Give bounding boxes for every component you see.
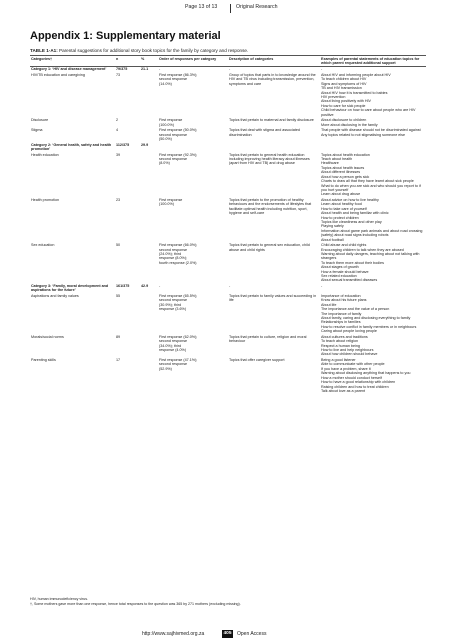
cell-category: Disclosure [31, 118, 49, 123]
cell-examples: About cultures and traditions To teach about religion Respect a human being How to live and help neighbours About how children should behave [321, 334, 378, 357]
cell-description: - [229, 284, 231, 288]
cell-description: Topics that pertain to maternal and family disclosure [229, 118, 314, 123]
cell-category: Category 3: ‘Family, moral development and aspirations for the future’ [31, 284, 109, 293]
cell-order: First response (100.0%) [159, 197, 183, 207]
appendix-title: Appendix 1: Supplementary material [30, 30, 221, 42]
cell-n: 112/375 [116, 142, 130, 147]
cell-percent [140, 118, 158, 128]
page-footer [0, 630, 453, 640]
table-row [30, 293, 426, 334]
cell-order: First response (100.0%) [159, 118, 183, 127]
table-row [30, 152, 426, 197]
cell-examples: Being a good listener Able to communicate with other people If you have a problem, share it Warning about disclosing anything that happens to you How a mother should conduct herself How to have a good relationship with children Raising children and how to treat children Talk about love as a parent [321, 358, 411, 393]
col-header-order: Order of responses per category [158, 56, 228, 67]
cell-category: HIV/TB education and caregiving [31, 73, 85, 77]
cell-category: Aspirations and family values [31, 294, 79, 298]
cell-n: 2 [116, 118, 119, 123]
cell-order: - [159, 67, 161, 72]
cell-percent [140, 334, 158, 357]
cell-order: First response (65.5%); second response (30.9%); third response (3.6%) [159, 294, 198, 312]
cell-order: First response (47.1%); second response (52.9%) [159, 358, 198, 371]
suggestions-table [30, 55, 426, 394]
article-type-label: Original Research [236, 4, 278, 10]
cell-n: 50 [116, 243, 121, 248]
cell-percent [140, 357, 158, 393]
cell-category: Category 2: ‘General health, safety and health promotion’ [31, 142, 112, 152]
cell-percent: 21.1 [141, 67, 149, 72]
cell-examples: About disclosure to children More about disclosing in the family [321, 118, 378, 127]
table-caption [30, 48, 248, 53]
cell-description: Topics that pertain to culture, religion and moral behaviour [229, 334, 307, 344]
cell-examples: Topics about health education Teach about health Healthcare Topics about health issues About different illnesses About how a person gets sick Charts to draw all that they have learnt about sick people What to do when you are sick and who should you report to if you hurt yourself Learn about drug abuse [321, 152, 421, 197]
cell-n: 4 [116, 128, 119, 133]
cell-percent [140, 293, 158, 334]
cell-percent [140, 128, 158, 142]
table-row [30, 357, 426, 393]
cell-examples: - [321, 284, 323, 288]
col-header-description: Description of categories [228, 56, 320, 67]
table-section-row [30, 142, 426, 152]
cell-description: Topics that pertain to family values and succeeding in life [229, 294, 317, 303]
footer-page-number: 405 [223, 631, 232, 636]
cell-examples: Importance of education Know about his future plans About life The importance and the value of a person The importance of family About family, caring and disclosing everything to family Relationships in families How to resolve conflict in family members or in neighbours Caring about people loving people [321, 294, 417, 334]
table-body [30, 66, 426, 394]
cell-category: Category 1: ‘HIV and disease management’ [31, 67, 107, 72]
col-header-examples: Examples of parental statements of education topics for which parent requested additional support [320, 56, 426, 67]
table-caption-text: Parental suggestions for additional story book topics for the family by category and response. [57, 48, 249, 53]
table-footnotes [30, 597, 241, 607]
col-header-percent: % [140, 56, 158, 67]
cell-category: Stigma [31, 128, 43, 133]
table-row [30, 72, 426, 117]
open-access-label: Open Access [237, 631, 267, 637]
cell-category: Morals/social norms [31, 334, 64, 339]
cell-examples: - [321, 67, 323, 72]
footnote-responses: †, Some mothers gave more than one response, hence total responses to the question was 365 by 271 mothers (excluding missing). [30, 602, 241, 606]
cell-order: First response (86.3%); second response (14.0%) [159, 73, 198, 86]
cell-n: 55 [116, 294, 121, 298]
cell-n: 23 [116, 197, 121, 202]
cell-description [228, 142, 320, 152]
cell-category: Health promotion [31, 197, 60, 202]
cell-percent: 42.9 [141, 284, 149, 288]
cell-percent: 29.9 [141, 142, 149, 147]
cell-description: - [229, 67, 231, 72]
journal-url-link[interactable]: http://www.sajhivmed.org.za [142, 631, 205, 637]
cell-order: First response (62.0%); second response (34.0%); third response (4.0%) [159, 334, 198, 353]
cell-n: 161/375 [116, 284, 130, 288]
page-header [0, 4, 453, 16]
table-row [30, 243, 426, 284]
cell-category: Sex education [31, 243, 55, 248]
cell-percent [140, 152, 158, 197]
cell-n: 17 [116, 358, 121, 363]
cell-examples: About advice on how to live healthy Learn about healthy food How to take care of yourself About health and being familiar with clinic How to protect children Topics like cleanliness and other play Playing safely Information about game park animals and about road crossing (safety) about road signs including robots About football [321, 197, 423, 242]
cell-order [158, 142, 228, 152]
table-section-row [30, 283, 426, 293]
table-row [30, 334, 426, 357]
cell-n: 89 [116, 334, 121, 339]
footnote-abbreviation: HIV, human immunodeficiency virus. [30, 597, 88, 601]
cell-category: Parenting skills [31, 358, 56, 363]
cell-order: First response (92.3%); second response (8.0%) [159, 152, 198, 166]
cell-n: 79/375 [116, 67, 128, 72]
col-header-category: Categories† [30, 56, 115, 67]
page-number: Page 13 of 13 [185, 4, 218, 10]
cell-examples: That people with disease should not be discriminated against Any topics related to not stigmatising someone else [321, 128, 421, 137]
cell-description: Topics that pertain to the promotion of healthy behaviours and the endorsements of lifestyles that facilitate optimal health including nutrition, sport, hygiene and self-care [229, 197, 312, 216]
cell-percent [140, 197, 158, 242]
cell-description: Topics that pertain to general health education including improving health literacy about illnesses (apart from HIV and TB) and drug abuse [229, 152, 310, 166]
header-divider [230, 4, 231, 13]
cell-order: First response (66.0%); second response (24.0%); third response (8.0%); fourth response (2.0%) [159, 243, 198, 265]
cell-percent [140, 72, 158, 117]
table-row [30, 197, 426, 242]
cell-n: 39 [116, 152, 121, 157]
table-caption-label: TABLE 1-A1: [30, 48, 58, 53]
cell-category: Health education [31, 152, 59, 157]
cell-description: Group of topics that parts in to knowledge around the HIV and TB virus including transmission, prevention, symptoms and care [229, 73, 316, 86]
cell-n: 73 [116, 73, 121, 77]
cell-order: First response (50.0%); second response (50.0%) [159, 128, 198, 142]
cell-percent [140, 243, 158, 284]
cell-description: Topics that offer caregiver support [229, 358, 285, 363]
col-header-n: n [115, 56, 140, 67]
table-row [30, 128, 426, 142]
cell-examples: Child abuse and child rights Encouraging children to talk when they are abused Warning about daily dangers, teaching about not talking with strangers To teach them more about their bodies About stages of growth How a female should behave Sex related education About sexual transmitted diseases [321, 243, 420, 283]
cell-description: Topics that deal with stigma and associated discrimination [229, 128, 300, 137]
cell-description: Topics that pertain to general sex education, child abuse and child rights [229, 243, 310, 252]
table-row [30, 118, 426, 128]
cell-examples [320, 142, 426, 152]
cell-examples: About HIV and informing people about HIV To teach children about HIV Signs and symptoms of HIV TB and HIV transmission About HIV how it is transmitted to babies HIV prevention About living positively with HIV How to care for sick people Child behaviour on how to care about people who are HIV positive [321, 73, 416, 117]
cell-order: - [159, 284, 161, 288]
table-header-row [30, 56, 426, 67]
